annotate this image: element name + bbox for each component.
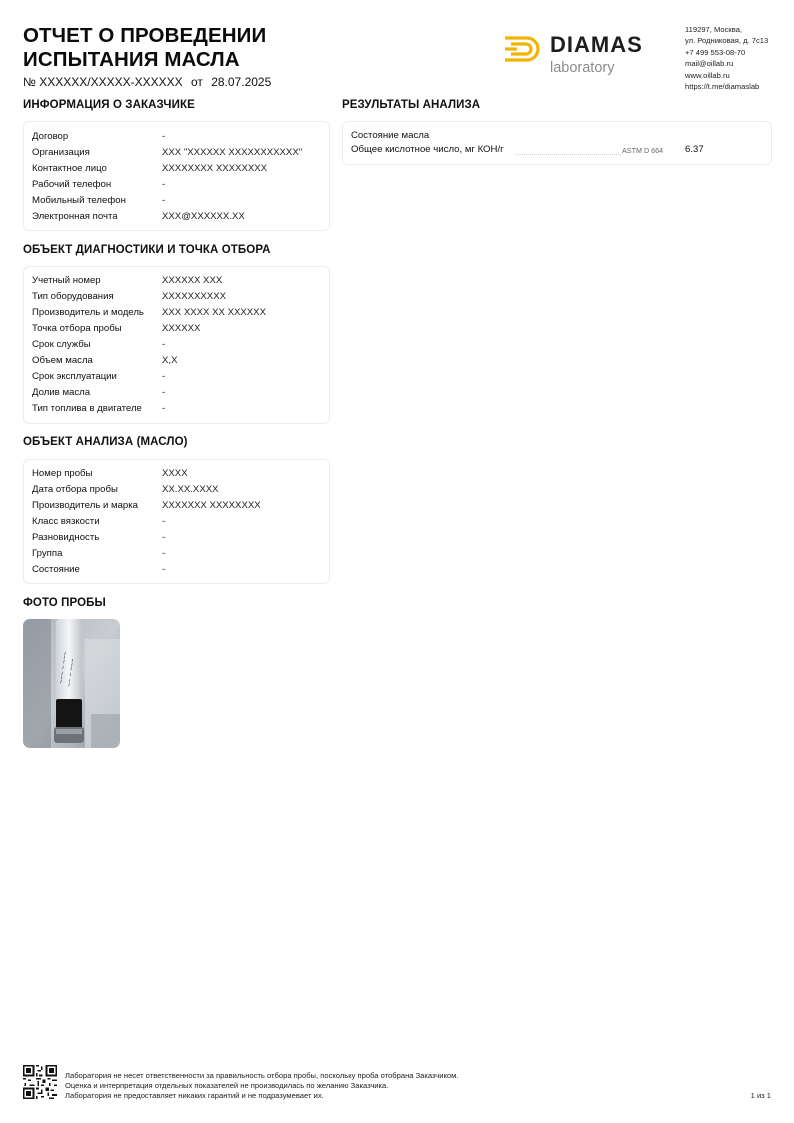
page-number: 1 из 1: [750, 1091, 771, 1100]
object-section-title: ОБЪЕКТ ДИАГНОСТИКИ И ТОЧКА ОТБОРА: [23, 244, 271, 256]
field-label: Долив масла: [32, 387, 91, 398]
field-label: Тип топлива в двигателе: [32, 403, 142, 414]
svg-text:~~ ~ ~~~: ~~ ~ ~~~: [66, 658, 77, 688]
company-logo: [503, 30, 673, 80]
svg-text:~~~ ~ ~~~: ~~~ ~ ~~~: [58, 651, 70, 685]
field-value: XXXXXX XXX: [162, 275, 223, 286]
contact-address-street: ул. Родниковая, д. 7с13: [685, 36, 769, 46]
customer-section-title: ИНФОРМАЦИЯ О ЗАКАЗЧИКЕ: [23, 99, 195, 111]
document-date: 28.07.2025: [211, 75, 272, 89]
field-value: -: [162, 403, 166, 414]
field-value: -: [162, 548, 166, 559]
report-title: [23, 24, 266, 72]
field-label: Организация: [32, 147, 90, 158]
logo-wordmark: DIAMAS: [550, 32, 643, 57]
results-group-label: Состояние масла: [351, 130, 430, 141]
oil-section-title: ОБЪЕКТ АНАЛИЗА (МАСЛО): [23, 436, 188, 448]
field-value: -: [162, 387, 166, 398]
sample-bottle-image: [23, 619, 120, 748]
field-value: XXX@XXXXXX.XX: [162, 211, 245, 222]
date-prefix: от: [190, 75, 203, 89]
results-section-title: РЕЗУЛЬТАТЫ АНАЛИЗА: [342, 99, 481, 111]
logo-mark-icon: [503, 34, 543, 64]
field-value: -: [162, 532, 166, 543]
field-value: -: [162, 195, 166, 206]
field-label: Договор: [32, 131, 69, 142]
sample-photo[interactable]: [23, 619, 120, 748]
field-label: Объем масла: [32, 355, 93, 366]
field-label: Класс вязкости: [32, 516, 100, 527]
field-label: Состояние: [32, 564, 80, 575]
field-label: Разновидность: [32, 532, 100, 543]
field-value: -: [162, 371, 166, 382]
result-method: ASTM D 664: [622, 146, 664, 155]
logo-subtitle: laboratory: [550, 60, 615, 76]
field-value: -: [162, 179, 166, 190]
contact-website[interactable]: www.oillab.ru: [685, 70, 730, 80]
contact-telegram[interactable]: https://t.me/diamaslab: [685, 82, 760, 92]
result-value: 6.37: [685, 144, 704, 155]
field-label: Производитель и модель: [32, 307, 144, 318]
field-label: Срок службы: [32, 339, 91, 350]
field-label: Производитель и марка: [32, 500, 138, 511]
field-label: Точка отбора пробы: [32, 323, 122, 334]
disclaimer-line: Оценка и интерпретация отдельных показателей не производилась по желанию Заказчика.: [65, 1081, 389, 1090]
field-label: Срок эксплуатации: [32, 371, 117, 382]
field-value: XXX XXXX XX XXXXXX: [162, 307, 266, 318]
field-label: Номер пробы: [32, 468, 93, 479]
contact-block: [685, 24, 768, 92]
field-label: Дата отбора пробы: [32, 484, 118, 495]
disclaimer-line: Лаборатория не несет ответственности за правильность отбора пробы, поскольку проба отобрана Заказчиком.: [65, 1071, 459, 1080]
field-value: XXXX: [162, 468, 188, 479]
document-number-line: [23, 75, 276, 89]
document-number: № XXXXXX/XXXXX-XXXXXX: [23, 75, 183, 89]
field-label: Группа: [32, 548, 63, 559]
object-card: [23, 266, 330, 424]
qr-code-icon[interactable]: [23, 1065, 57, 1099]
field-value: XXXXXXX XXXXXXXX: [162, 500, 261, 511]
photo-section-title: ФОТО ПРОБЫ: [23, 597, 106, 609]
result-parameter: Общее кислотное число, мг КОН/г: [351, 144, 504, 155]
contact-phone[interactable]: +7 499 553-08-70: [685, 47, 746, 57]
field-value: -: [162, 516, 166, 527]
results-card: [342, 121, 772, 165]
result-row: [351, 144, 761, 158]
field-value: XXXXXXXX XXXXXXXX: [162, 163, 268, 174]
field-value: -: [162, 564, 166, 575]
field-value: XXXXXXXXXX: [162, 291, 226, 302]
contact-address-city: 119297, Москва,: [685, 25, 743, 34]
contact-email[interactable]: mail@oillab.ru: [685, 59, 734, 69]
field-value: X,X: [162, 355, 178, 366]
disclaimer-line: Лаборатория не предоставляет никаких гарантий и не подразумевает их.: [65, 1091, 324, 1100]
field-label: Мобильный телефон: [32, 195, 126, 206]
customer-card: [23, 121, 330, 231]
disclaimer: [65, 1071, 458, 1101]
field-label: Тип оборудования: [32, 291, 114, 302]
field-value: XXX "XXXXXX XXXXXXXXXXX": [162, 147, 303, 158]
field-value: XX.XX.XXXX: [162, 484, 219, 495]
oil-card: [23, 459, 330, 584]
field-label: Рабочий телефон: [32, 179, 112, 190]
field-label: Контактное лицо: [32, 163, 107, 174]
field-value: -: [162, 131, 166, 142]
report-title-line1: ОТЧЕТ О ПРОВЕДЕНИИ: [23, 24, 267, 47]
field-value: XXXXXX: [162, 323, 201, 334]
field-label: Учетный номер: [32, 275, 101, 286]
field-value: -: [162, 339, 166, 350]
report-title-line2: ИСПЫТАНИЯ МАСЛА: [23, 48, 240, 71]
leader-dots: [516, 154, 621, 155]
field-label: Электронная почта: [32, 211, 118, 222]
